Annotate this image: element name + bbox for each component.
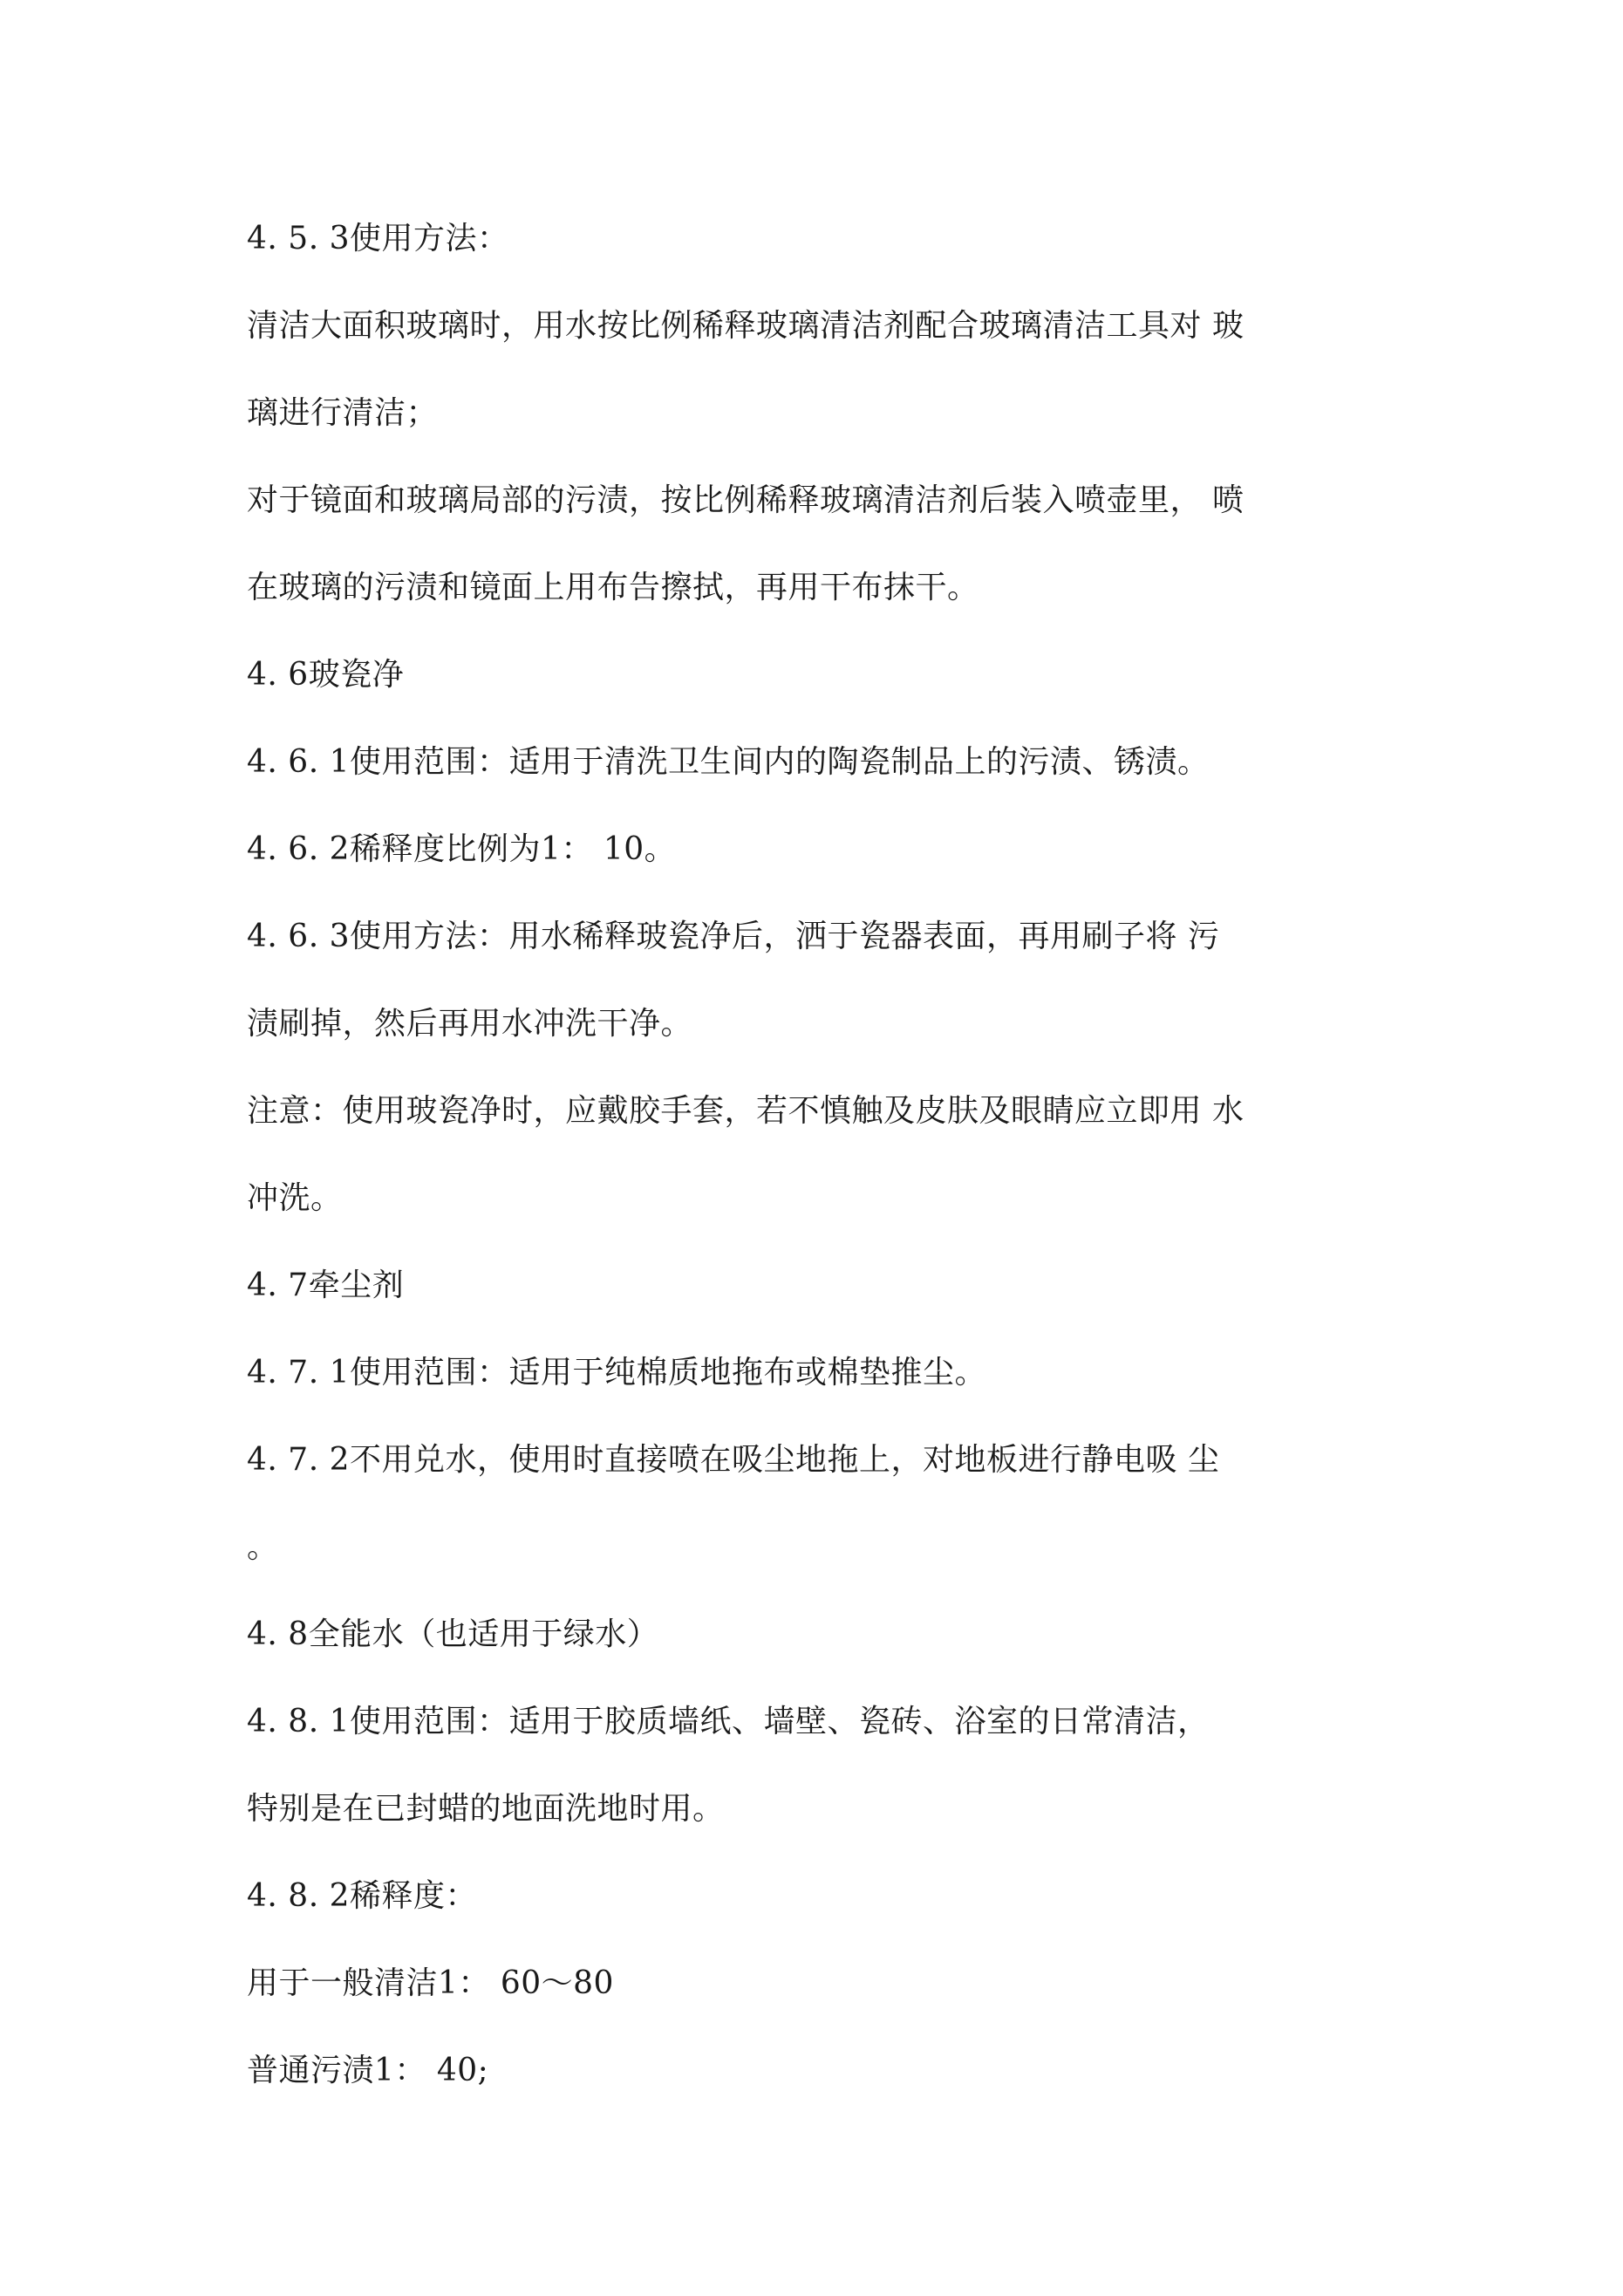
text-line-453-heading: 4. 5. 3使用方法： <box>247 221 509 256</box>
text-line-482-heading: 4. 8. 2稀释度： <box>247 1878 477 1914</box>
text-line-glass-method-2: 璃进行清洁； <box>247 395 439 431</box>
text-line-47-heading: 4. 7牵尘剂 <box>247 1268 405 1303</box>
text-line-463-2: 渍刷掉，然后再用水冲洗干净。 <box>247 1006 693 1042</box>
text-line-46-heading: 4. 6玻瓷净 <box>247 657 405 693</box>
text-line-glass-method-1: 清洁大面积玻璃时，用水按比例稀释玻璃清洁剂配合玻璃清洁工具对 玻 <box>247 308 1245 344</box>
text-line-471: 4. 7. 1使用范围：适用于纯棉质地拖布或棉垫推尘。 <box>247 1355 986 1391</box>
text-line-462: 4. 6. 2稀释度比例为1： 10。 <box>247 831 677 867</box>
text-line-472-1: 4. 7. 2不用兑水，使用时直接喷在吸尘地拖上，对地板进行静电吸 尘 <box>247 1442 1220 1478</box>
text-line-48-heading: 4. 8全能水（也适用于绿水） <box>247 1616 659 1652</box>
text-line-481-1: 4. 8. 1使用范围：适用于胶质墙纸、墙壁、瓷砖、浴室的日常清洁， <box>247 1704 1210 1739</box>
text-line-note-2: 冲洗。 <box>247 1180 343 1216</box>
text-line-mirror-method-1: 对于镜面和玻璃局部的污渍，按比例稀释玻璃清洁剂后装入喷壶里， 喷 <box>247 482 1245 518</box>
text-line-common-stain-dilution: 普通污渍1： 40; <box>247 2053 489 2088</box>
text-line-general-dilution: 用于一般清洁1： 60〜80 <box>247 1965 614 2001</box>
text-line-472-2: 。 <box>247 1529 279 1565</box>
text-line-463-1: 4. 6. 3使用方法：用水稀释玻瓷净后，洒于瓷器表面，再用刷子将 污 <box>247 919 1220 954</box>
text-line-461: 4. 6. 1使用范围：适用于清洗卫生间内的陶瓷制品上的污渍、锈渍。 <box>247 744 1210 780</box>
text-line-mirror-method-2: 在玻璃的污渍和镜面上用布告擦拭，再用干布抹干。 <box>247 570 979 605</box>
text-line-481-2: 特别是在已封蜡的地面洗地时用。 <box>247 1791 725 1827</box>
text-line-note-1: 注意：使用玻瓷净时，应戴胶手套，若不慎触及皮肤及眼睛应立即用 水 <box>247 1093 1245 1129</box>
